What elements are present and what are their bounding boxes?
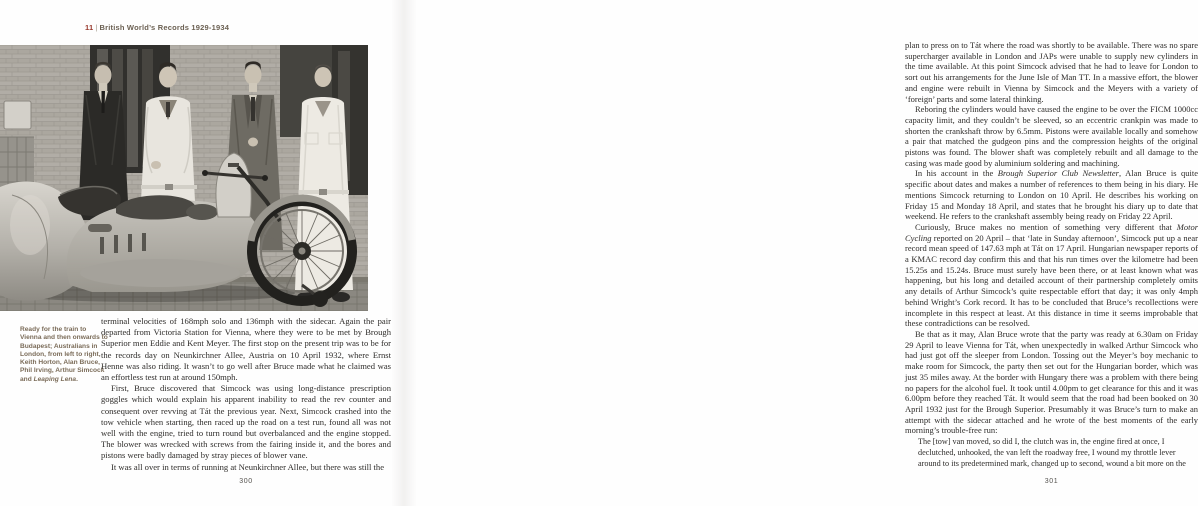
paragraph-text: Curiously, Bruce makes no mention of something very different that (915, 221, 1177, 232)
paragraph-text: In his account in the (915, 168, 998, 179)
running-header (85, 23, 229, 32)
chapter-number: 11 (85, 23, 94, 32)
caption-bike-name: Leaping Lena (33, 375, 77, 383)
chapter-title: British World’s Records 1929-1934 (99, 23, 230, 32)
right-page (405, 0, 1198, 506)
bruce-quote: The [tow] van moved, so did I, the clutch was in, the engine fired at once, I declutched, unhooked, the van left the roadway free, I wound my throttle lever around to its predetermined mark, changed up to second, wound a bit more on the (918, 437, 1186, 468)
paragraph: First, Bruce discovered that Simcock was using long-distance prescription goggles which would explain his apparent inability to read the rev counter and consequent over revving at Tát the previous year. Next, Simcock crashed into the tow vehicle when starting, then raced up the road on a test run, found all was not well with the engine, tried to turn round but overbalanced and the engine stopped. The blower was wrecked with screws from the fairing inside it, and the bores and pistons were badly damaged by stray pieces of blower vane. (101, 383, 391, 461)
caption-period: . (76, 375, 78, 383)
left-text-column (101, 316, 391, 473)
record-motorcycle-photo (0, 45, 368, 311)
paragraph (905, 222, 1198, 329)
paragraph-text: reported on 20 April – that ‘late in Sunday afternoon’, Simcock put up a near record mean speed of 147.63 mph at Tát on 17 April. Hungarian newspaper reports of a KMAC record day confirm this and that his run times over the kilometre had been 15.25s and 15.24s. Bruce must surely have been there, or at least known what was happening, but his long and detailed account of their partnership completely omits any details of Arthur Simcock’s quite respectable effort that day; it was only 4mph behind Wright’s Cork record. It has to be concluded that Bruce’s recollections were incomplete in this respect at least. At this distance in time it seems improbable that these contradictions can be resolved. (905, 232, 1198, 329)
left-page (0, 0, 405, 506)
header-separator: | (95, 23, 98, 32)
paragraph: terminal velocities of 168mph solo and 136mph with the sidecar. Again the pair departed from Victoria Station for Vienna, where they were to be met by Brough Superior men Eddie and Kent Meyer. The first stop on the present trip was to be for the records day on Neunkirchner Allee, Austria on 10 April 1932, where Ernst Henne was also riding. It wasn’t to go well after Bruce made what he claimed was an effortless test run at around 150mph. (101, 316, 391, 383)
caption-text: Ready for the train to Vienna and then onwards to Budapest; Australians in London, from left to right, Keith Horton, Alan Bruce, Phil Irving, Arthur Simcock and (20, 326, 108, 383)
paragraph: Reboring the cylinders would have caused the engine to be over the FICM 1000cc capacity limit, and they couldn’t be sleeved, so an eccentric crankpin was made to shorten the crankshaft throw by 6.5mm. Pistons were available locally and somehow a pair that matched the gudgeon pins and the compression heights of the original pistons was found. The blower shaft was completely rebuilt and all damage to the casing was made good by aluminium soldering and machining. (905, 104, 1198, 168)
paragraph: Be that as it may, Alan Bruce wrote that the party was ready at 6.30am on Friday 29 April to leave Vienna for Tát, when unexpectedly in walked Arthur Simcock who had just got off the sleeper from London. Tossing out the Meyer’s boy mechanic to make room for Simcock, the party then set out for the Hungarian border, which was just 35 miles away. At the border with Hungary there was a problem with there being no papers for the alcohol fuel. It took until 4.00pm to get clearance for this and it was 6.00pm before they reached Tát. It would seem that the road had been booked on 30 April 1932 just for the Brough Superior. Presumably it was Bruce’s turn to make an attempt with the sidecar attached and he wrote of the best moments of the early morning’s trouble-free run: (905, 328, 1198, 436)
paragraph: It was all over in terms of running at Neunkirchner Allee, but there was still the (111, 461, 385, 472)
paragraph (905, 168, 1198, 222)
page-number-left: 300 (239, 478, 253, 485)
magazine-title: Motor Cycling (905, 221, 1198, 243)
newsletter-title: Brough Superior Club Newsletter (997, 168, 1119, 179)
photo-caption (20, 326, 108, 384)
photo-illustration (0, 45, 368, 311)
page-number-right: 301 (1044, 478, 1059, 485)
right-text-column (905, 40, 1198, 470)
paragraph-text: , Alan Bruce is quite specific about dates and makes a number of references to them being in his diary. He mentions Simcock returning to London on 10 April. He describes his working on Friday 15 and Monday 18 April, and states that he brought his diary up to date that weekend. He refers to the crankshaft assembly being ready on Friday 22 April. (905, 168, 1198, 222)
paragraph: plan to press on to Tát where the road was shortly to be available. There was no spare supercharger available in London and JAPs were unable to supply new cylinders in the time available. At this point Simcock advised that he had to leave for London to sort out his arrangements for the June Isle of Man TT. In a massive effort, the blower and engine were rebuilt in Vienna by Simcock and the Meyers with a variety of ‘foreign’ parts and some lateral thinking. (905, 40, 1198, 104)
